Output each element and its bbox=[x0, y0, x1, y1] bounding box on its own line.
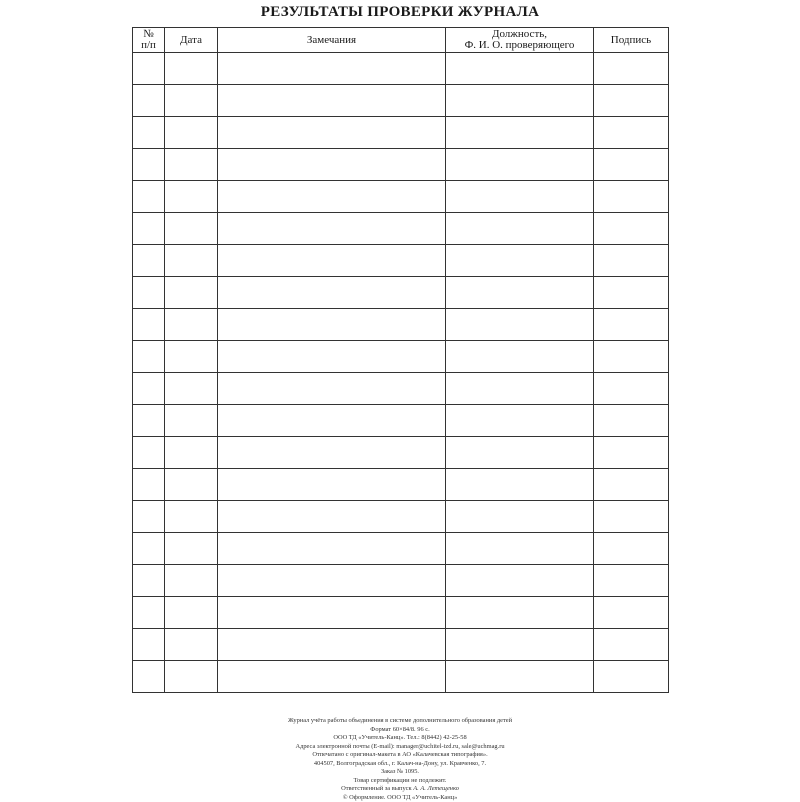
cell-remarks bbox=[218, 213, 446, 245]
cell-remarks bbox=[218, 373, 446, 405]
cell-date bbox=[165, 373, 218, 405]
cell-number bbox=[133, 341, 165, 373]
imprint bbox=[0, 717, 800, 802]
cell-date bbox=[165, 181, 218, 213]
table-row bbox=[133, 597, 669, 629]
cell-position bbox=[446, 277, 594, 309]
cell-date bbox=[165, 501, 218, 533]
cell-remarks bbox=[218, 565, 446, 597]
cell-position bbox=[446, 245, 594, 277]
cell-remarks bbox=[218, 597, 446, 629]
cell-position bbox=[446, 661, 594, 693]
cell-number bbox=[133, 629, 165, 661]
table-row bbox=[133, 117, 669, 149]
imprint-line: Формат 60×84/8. 96 с. bbox=[0, 726, 800, 735]
cell-position bbox=[446, 565, 594, 597]
table-row bbox=[133, 373, 669, 405]
imprint-line: ООО ТД «Учитель-Канц». Тел.: 8(8442) 42-25-58 bbox=[0, 734, 800, 743]
cell-remarks bbox=[218, 309, 446, 341]
imprint-line: Товар сертификации не подлежит. bbox=[0, 777, 800, 786]
table-row bbox=[133, 629, 669, 661]
cell-signature bbox=[594, 469, 669, 501]
cell-date bbox=[165, 277, 218, 309]
cell-date bbox=[165, 149, 218, 181]
inspection-results-table bbox=[132, 27, 669, 693]
cell-signature bbox=[594, 309, 669, 341]
cell-position bbox=[446, 53, 594, 85]
cell-position bbox=[446, 469, 594, 501]
header-date: Дата bbox=[165, 28, 218, 53]
cell-date bbox=[165, 117, 218, 149]
cell-signature bbox=[594, 53, 669, 85]
header-signature: Подпись bbox=[594, 28, 669, 53]
cell-position bbox=[446, 149, 594, 181]
header-position-title: Должность, bbox=[446, 29, 593, 40]
cell-number bbox=[133, 245, 165, 277]
cell-date bbox=[165, 661, 218, 693]
cell-signature bbox=[594, 117, 669, 149]
cell-signature bbox=[594, 661, 669, 693]
cell-position bbox=[446, 501, 594, 533]
cell-date bbox=[165, 85, 218, 117]
cell-number bbox=[133, 437, 165, 469]
cell-date bbox=[165, 469, 218, 501]
cell-position bbox=[446, 405, 594, 437]
table-row bbox=[133, 469, 669, 501]
cell-number bbox=[133, 373, 165, 405]
cell-remarks bbox=[218, 277, 446, 309]
cell-number bbox=[133, 533, 165, 565]
cell-remarks bbox=[218, 437, 446, 469]
cell-remarks bbox=[218, 181, 446, 213]
cell-date bbox=[165, 245, 218, 277]
cell-number bbox=[133, 53, 165, 85]
cell-date bbox=[165, 597, 218, 629]
table-row bbox=[133, 149, 669, 181]
cell-signature bbox=[594, 565, 669, 597]
table-row bbox=[133, 341, 669, 373]
cell-number bbox=[133, 85, 165, 117]
cell-signature bbox=[594, 405, 669, 437]
cell-number bbox=[133, 117, 165, 149]
cell-remarks bbox=[218, 533, 446, 565]
cell-date bbox=[165, 629, 218, 661]
cell-remarks bbox=[218, 405, 446, 437]
table-row bbox=[133, 53, 669, 85]
cell-number bbox=[133, 277, 165, 309]
cell-position bbox=[446, 437, 594, 469]
cell-date bbox=[165, 405, 218, 437]
cell-date bbox=[165, 533, 218, 565]
cell-signature bbox=[594, 149, 669, 181]
cell-position bbox=[446, 533, 594, 565]
header-number-abbrev: п/п bbox=[133, 40, 164, 51]
table-header-row bbox=[133, 28, 669, 53]
cell-date bbox=[165, 437, 218, 469]
table-body bbox=[133, 53, 669, 693]
cell-date bbox=[165, 341, 218, 373]
table-row bbox=[133, 405, 669, 437]
cell-date bbox=[165, 565, 218, 597]
cell-position bbox=[446, 597, 594, 629]
cell-position bbox=[446, 117, 594, 149]
imprint-line: Заказ № 1095. bbox=[0, 768, 800, 777]
table-row bbox=[133, 181, 669, 213]
imprint-line: Адреса электронной почты (E-mail): manager@uchitel-izd.ru, sale@uchmag.ru bbox=[0, 743, 800, 752]
cell-signature bbox=[594, 341, 669, 373]
imprint-line: © Оформление. ООО ТД «Учитель-Канц» bbox=[0, 794, 800, 802]
cell-number bbox=[133, 597, 165, 629]
cell-number bbox=[133, 469, 165, 501]
header-position-name: Ф. И. О. проверяющего bbox=[446, 40, 593, 51]
cell-remarks bbox=[218, 469, 446, 501]
cell-position bbox=[446, 181, 594, 213]
table-row bbox=[133, 245, 669, 277]
cell-date bbox=[165, 309, 218, 341]
cell-signature bbox=[594, 85, 669, 117]
cell-number bbox=[133, 405, 165, 437]
cell-remarks bbox=[218, 629, 446, 661]
header-number-symbol: № bbox=[133, 29, 164, 40]
cell-remarks bbox=[218, 53, 446, 85]
table-row bbox=[133, 309, 669, 341]
cell-signature bbox=[594, 245, 669, 277]
cell-date bbox=[165, 53, 218, 85]
cell-signature bbox=[594, 437, 669, 469]
cell-remarks bbox=[218, 117, 446, 149]
table-row bbox=[133, 501, 669, 533]
cell-signature bbox=[594, 277, 669, 309]
imprint-responsible-name: А. А. Летещенко bbox=[413, 785, 459, 792]
table-row bbox=[133, 437, 669, 469]
table-row bbox=[133, 533, 669, 565]
table-row bbox=[133, 277, 669, 309]
cell-remarks bbox=[218, 341, 446, 373]
cell-position bbox=[446, 373, 594, 405]
imprint-line bbox=[0, 785, 800, 794]
header-position bbox=[446, 28, 594, 53]
table-row bbox=[133, 213, 669, 245]
cell-position bbox=[446, 213, 594, 245]
cell-signature bbox=[594, 213, 669, 245]
imprint-responsible-label: Ответственный за выпуск bbox=[341, 785, 412, 792]
cell-signature bbox=[594, 501, 669, 533]
cell-signature bbox=[594, 597, 669, 629]
header-remarks: Замечания bbox=[218, 28, 446, 53]
cell-position bbox=[446, 85, 594, 117]
cell-number bbox=[133, 565, 165, 597]
cell-signature bbox=[594, 533, 669, 565]
table-row bbox=[133, 661, 669, 693]
cell-number bbox=[133, 501, 165, 533]
header-number bbox=[133, 28, 165, 53]
cell-number bbox=[133, 661, 165, 693]
imprint-line: Отпечатано с оригинал-макета в АО «Калачевская типография». bbox=[0, 751, 800, 760]
imprint-line: 404507, Волгоградская обл., г. Калач-на-Дону, ул. Кравченко, 7. bbox=[0, 760, 800, 769]
cell-number bbox=[133, 181, 165, 213]
cell-signature bbox=[594, 181, 669, 213]
cell-number bbox=[133, 149, 165, 181]
cell-position bbox=[446, 629, 594, 661]
cell-date bbox=[165, 213, 218, 245]
page-title: РЕЗУЛЬТАТЫ ПРОВЕРКИ ЖУРНАЛА bbox=[0, 4, 800, 21]
cell-position bbox=[446, 341, 594, 373]
cell-number bbox=[133, 213, 165, 245]
cell-remarks bbox=[218, 661, 446, 693]
cell-remarks bbox=[218, 501, 446, 533]
table-row bbox=[133, 565, 669, 597]
cell-signature bbox=[594, 373, 669, 405]
cell-number bbox=[133, 309, 165, 341]
imprint-line: Журнал учёта работы объединения в системе дополнительного образования детей bbox=[0, 717, 800, 726]
cell-signature bbox=[594, 629, 669, 661]
table-row bbox=[133, 85, 669, 117]
cell-remarks bbox=[218, 85, 446, 117]
cell-remarks bbox=[218, 149, 446, 181]
cell-remarks bbox=[218, 245, 446, 277]
cell-position bbox=[446, 309, 594, 341]
